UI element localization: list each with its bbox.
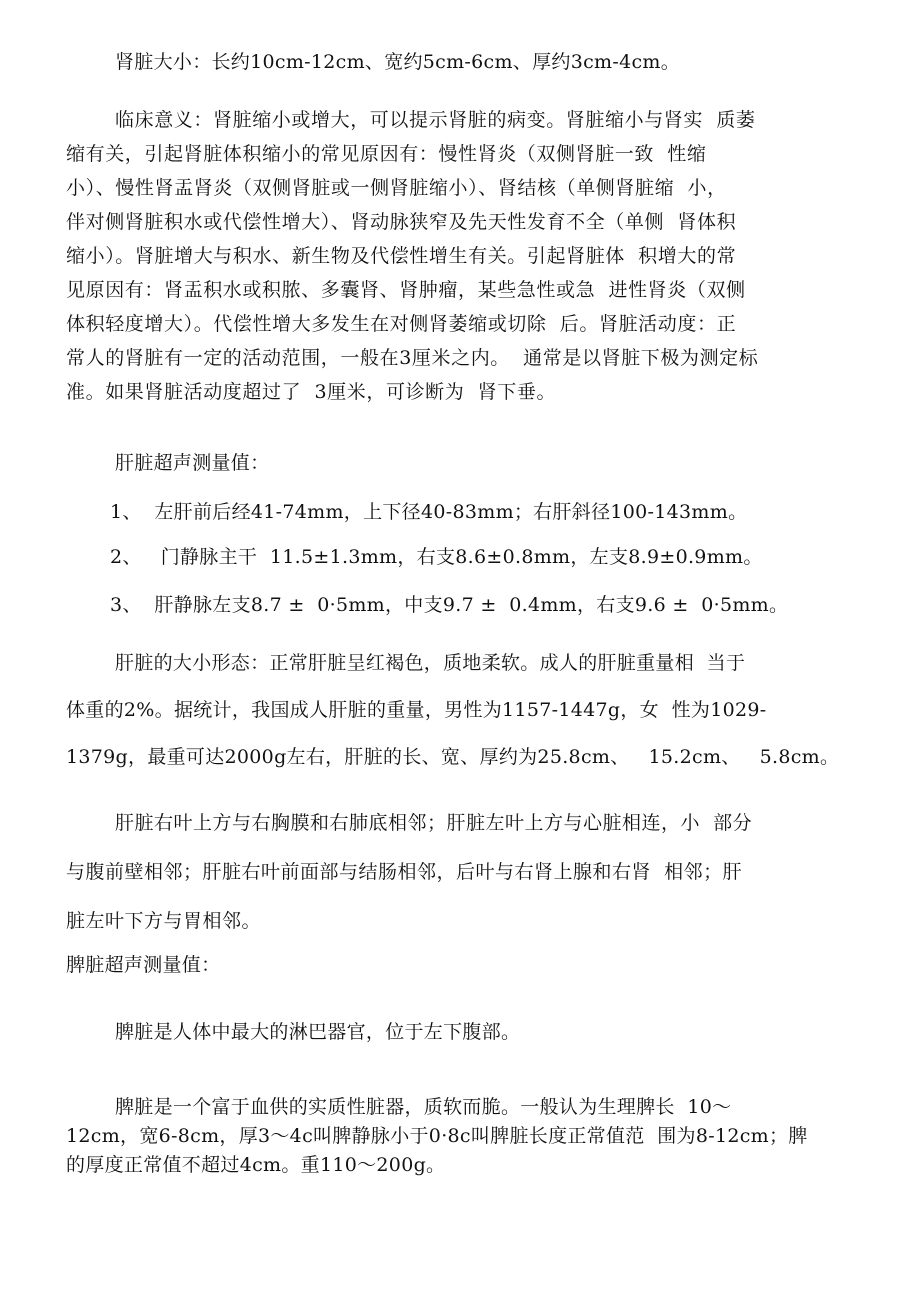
paragraph-line: 12cm，宽6-8cm，厚3～4c叫脾静脉小于0·8c叫脾脏长度正常值范 围为8-12cm；脾 (66, 1125, 808, 1147)
paragraph-line: 脏左叶下方与胃相邻。 (66, 910, 262, 932)
spleen-detail-paragraph (66, 1093, 866, 1180)
paragraph-line: 的厚度正常值不超过4cm。重110～200g。 (66, 1154, 446, 1176)
paragraph-line: 与腹前壁相邻；肝脏右叶前面部与结肠相邻，后叶与右肾上腺和右肾 相邻；肝 (66, 861, 743, 883)
paragraph-line: 体重的2%。据统计，我国成人肝脏的重量，男性为1157-1447g，女 性为1029- (66, 699, 767, 721)
liver-size-paragraph (66, 640, 866, 781)
paragraph-line: 常人的肾脏有一定的活动范围，一般在3厘米之内。 通常是以肾脏下极为测定标 (66, 347, 759, 369)
liver-adjacent-paragraph (66, 799, 866, 946)
paragraph-line: 临床意义：肾脏缩小或增大，可以提示肾脏的病变。肾脏缩小与肾实 质萎 (115, 109, 756, 131)
paragraph-line: 缩小）。肾脏增大与积水、新生物及代偿性增生有关。引起肾脏体 积增大的常 (66, 245, 737, 267)
paragraph-line: 体积轻度增大）。代偿性增大多发生在对侧肾萎缩或切除 后。肾脏活动度：正 (66, 313, 737, 335)
liver-heading: 肝脏超声测量值： (115, 452, 270, 474)
paragraph-line: 见原因有：肾盂积水或积脓、多囊肾、肾肿瘤，某些急性或急 进性肾炎（双侧 (66, 279, 746, 301)
spleen-intro-text: 脾脏是人体中最大的淋巴器官，位于左下腹部。 (115, 1021, 521, 1043)
liver-list-item: 3、 肝静脉左支8.7 ± 0·5mm，中支9.7 ± 0.4mm，右支9.6 ± 0·5mm。 (110, 594, 789, 616)
paragraph-line: 1379g，最重可达2000g左右，肝脏的长、宽、厚约为25.8cm、 15.2cm、 5.8cm。 (66, 746, 840, 768)
liver-list-item: 1、 左肝前后经41-74mm，上下径40-83mm；右肝斜径100-143mm。 (110, 501, 748, 523)
clinical-significance-paragraph (66, 103, 866, 409)
spleen-heading: 脾脏超声测量值： (66, 954, 221, 976)
paragraph-line: 肝脏的大小形态：正常肝脏呈红褐色，质地柔软。成人的肝脏重量相 当于 (115, 652, 746, 674)
paragraph-line: 脾脏是一个富于血供的实质性脏器，质软而脆。一般认为生理脾长 10～ (115, 1096, 732, 1118)
paragraph-line: 准。如果肾脏活动度超过了 3厘米，可诊断为 肾下垂。 (66, 381, 557, 403)
paragraph-line: 伴对侧肾脏积水或代偿性增大）、肾动脉狭窄及先天性发育不全（单侧 肾体积 (66, 211, 737, 233)
liver-list-item: 2、 门静脉主干 11.5±1.3mm，右支8.6±0.8mm，左支8.9±0.9mm。 (110, 546, 763, 568)
paragraph-line: 小）、慢性肾盂肾炎（双侧肾脏或一侧肾脏缩小）、肾结核（单侧肾脏缩 小， (66, 177, 727, 199)
paragraph-line: 缩有关，引起肾脏体积缩小的常见原因有：慢性肾炎（双侧肾脏一致 性缩 (66, 143, 707, 165)
kidney-size-text: 肾脏大小：长约10cm-12cm、宽约5cm-6cm、厚约3cm-4cm。 (115, 51, 681, 73)
paragraph-line: 肝脏右叶上方与右胸膜和右肺底相邻；肝脏左叶上方与心脏相连，小 部分 (115, 812, 753, 834)
